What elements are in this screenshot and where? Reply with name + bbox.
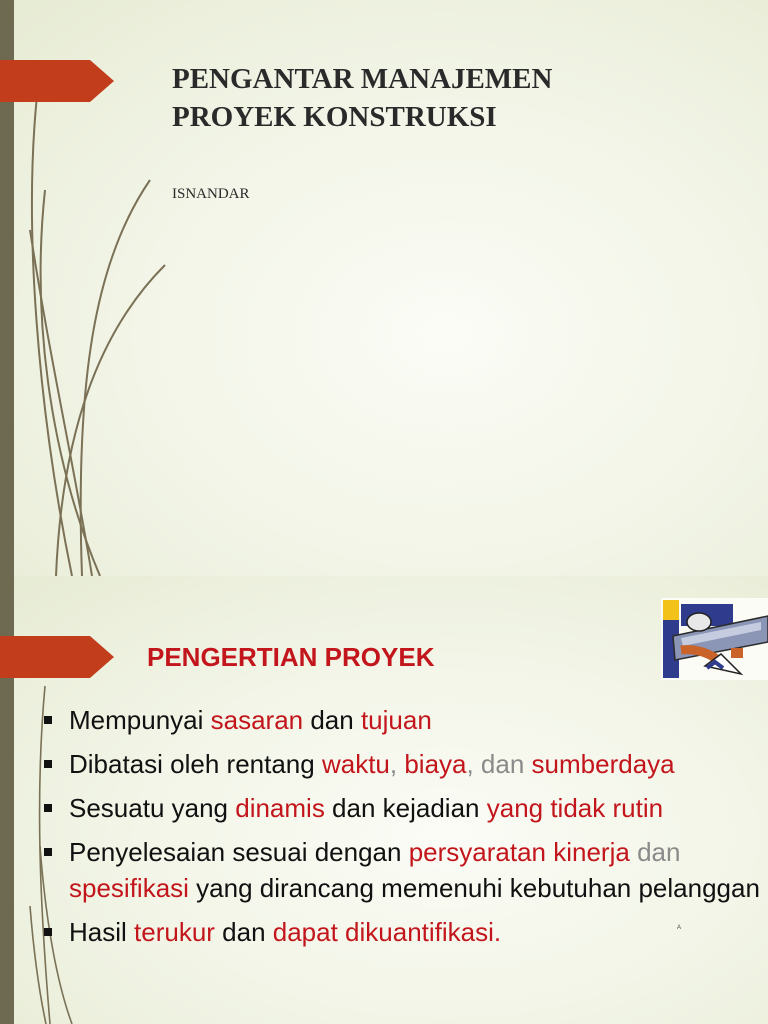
bullet-text-run: terukur bbox=[134, 917, 215, 947]
square-bullet-icon bbox=[44, 716, 52, 724]
presentation-title bbox=[172, 60, 552, 136]
bullet-item bbox=[40, 914, 768, 950]
bullet-text-run: dapat dikuantifikasi bbox=[272, 917, 494, 947]
square-bullet-icon bbox=[44, 928, 52, 936]
square-bullet-icon bbox=[44, 804, 52, 812]
section-arrow-shape bbox=[0, 636, 114, 678]
title-arrow-shape bbox=[0, 60, 114, 102]
construction-worker-carrying-beam-icon bbox=[661, 598, 768, 680]
bullet-text-run: dan bbox=[303, 705, 361, 735]
bullet-text-run: dan kejadian bbox=[324, 793, 487, 823]
bullet-text-run bbox=[524, 749, 531, 779]
bullet-text-run: Penyelesaian sesuai dengan bbox=[69, 837, 409, 867]
bullet-text-run: spesifikasi bbox=[69, 873, 189, 903]
bullet-text-run: sasaran bbox=[210, 705, 304, 735]
bullet-text-run: dan bbox=[637, 837, 681, 867]
bullet-text-run: Mempunyai bbox=[69, 705, 211, 735]
bullet-text-run: , dan bbox=[466, 749, 525, 779]
bullet-text-run: biaya bbox=[404, 749, 467, 779]
bullet-item bbox=[40, 790, 768, 826]
bullet-item bbox=[40, 834, 768, 906]
author-name: ISNANDAR bbox=[172, 186, 250, 202]
title-line-1: PENGANTAR MANAJEMEN bbox=[172, 63, 553, 95]
small-mark: A bbox=[677, 925, 682, 931]
bullet-text-run: waktu bbox=[321, 749, 390, 779]
bullet-text-run: . bbox=[493, 917, 502, 947]
bullet-item bbox=[40, 746, 768, 782]
bullet-text-run: yang dirancang memenuhi kebutuhan pelanggan bbox=[188, 873, 760, 903]
bullet-text-run: dan bbox=[214, 917, 273, 947]
bullet-text-run: sumberdaya bbox=[531, 749, 675, 779]
bullet-text-run: , bbox=[389, 749, 405, 779]
bullet-text-run bbox=[630, 837, 637, 867]
bullet-text-run: tujuan bbox=[360, 705, 432, 735]
bullet-text-run: Sesuatu yang bbox=[69, 793, 236, 823]
bullet-text-run: persyaratan kinerja bbox=[408, 837, 630, 867]
bullet-text-run: Hasil bbox=[69, 917, 135, 947]
bullet-text-run: Dibatasi oleh rentang bbox=[69, 749, 322, 779]
bullet-item bbox=[40, 702, 768, 738]
bullet-list bbox=[40, 702, 768, 958]
slide-title: PENGERTIAN PROYEK bbox=[147, 642, 435, 672]
square-bullet-icon bbox=[44, 760, 52, 768]
bullet-text-run: yang tidak rutin bbox=[486, 793, 664, 823]
title-line-2: PROYEK KONSTRUKSI bbox=[172, 101, 497, 133]
bullet-text-run: dinamis bbox=[235, 793, 325, 823]
square-bullet-icon bbox=[44, 848, 52, 856]
